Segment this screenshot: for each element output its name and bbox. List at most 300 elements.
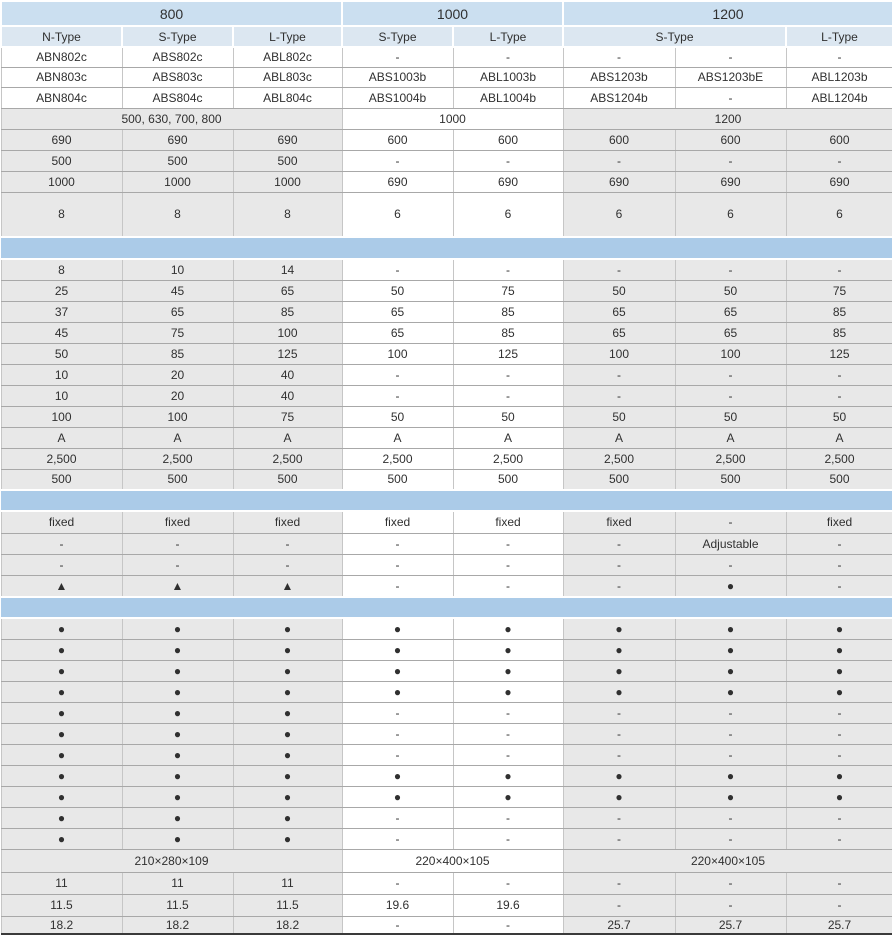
table-cell: ● xyxy=(122,723,233,744)
table-cell: ● xyxy=(675,765,786,786)
table-cell: 75 xyxy=(233,406,342,427)
table-cell: ● xyxy=(233,681,342,702)
table-cell: 85 xyxy=(786,322,892,343)
table-row xyxy=(1,406,892,427)
table-cell: - xyxy=(786,807,892,828)
table-cell: ● xyxy=(563,765,675,786)
table-cell: ● xyxy=(122,828,233,849)
table-cell: 11 xyxy=(233,872,342,894)
table-cell: 11.5 xyxy=(122,894,233,916)
table-cell: - xyxy=(675,150,786,171)
table-cell: ● xyxy=(1,744,122,765)
table-cell: - xyxy=(342,554,453,575)
table-cell: - xyxy=(342,807,453,828)
table-cell: - xyxy=(453,828,563,849)
table-row xyxy=(1,171,892,192)
table-cell: ABS804c xyxy=(122,87,233,108)
table-cell: 220×400×105 xyxy=(342,849,563,872)
table-row xyxy=(1,364,892,385)
table-cell: - xyxy=(233,554,342,575)
table-cell: fixed xyxy=(122,511,233,533)
table-cell: 690 xyxy=(675,171,786,192)
table-cell: ● xyxy=(233,828,342,849)
table-cell: ● xyxy=(1,765,122,786)
table-cell: - xyxy=(342,364,453,385)
separator-band-cell xyxy=(1,237,892,259)
table-cell: - xyxy=(675,259,786,280)
table-cell: 50 xyxy=(786,406,892,427)
table-cell: 50 xyxy=(1,343,122,364)
table-cell: ● xyxy=(675,575,786,597)
table-cell: 65 xyxy=(563,322,675,343)
table-cell: - xyxy=(563,385,675,406)
table-row xyxy=(1,872,892,894)
table-cell: ● xyxy=(342,765,453,786)
table-cell: - xyxy=(675,894,786,916)
table-cell: 45 xyxy=(122,280,233,301)
table-cell: - xyxy=(675,723,786,744)
table-row xyxy=(1,894,892,916)
separator-band xyxy=(1,597,892,618)
table-cell: 50 xyxy=(675,280,786,301)
table-cell: ABS802c xyxy=(122,47,233,67)
table-cell: Adjustable xyxy=(675,533,786,554)
table-cell: - xyxy=(786,723,892,744)
table-cell: 20 xyxy=(122,364,233,385)
table-cell: - xyxy=(453,47,563,67)
table-cell: ABL802c xyxy=(233,47,342,67)
table-cell: ABN802c xyxy=(1,47,122,67)
table-cell: ● xyxy=(1,660,122,681)
table-cell: - xyxy=(563,47,675,67)
table-cell: 500 xyxy=(342,469,453,490)
table-cell: - xyxy=(675,828,786,849)
table-cell: 18.2 xyxy=(233,916,342,934)
table-cell: 11 xyxy=(122,872,233,894)
table-cell: 690 xyxy=(453,171,563,192)
type-header-cell: L-Type xyxy=(453,26,563,47)
table-cell: 6 xyxy=(342,192,453,237)
table-cell: 18.2 xyxy=(1,916,122,934)
table-cell: 85 xyxy=(122,343,233,364)
table-cell: 100 xyxy=(1,406,122,427)
table-cell: 25 xyxy=(1,280,122,301)
table-cell: 500 xyxy=(122,469,233,490)
table-cell: ABS1203b xyxy=(563,67,675,87)
table-row xyxy=(1,618,892,639)
table-cell: 85 xyxy=(453,322,563,343)
table-cell: ABS1003b xyxy=(342,67,453,87)
table-cell: 65 xyxy=(342,301,453,322)
table-cell: ABL804c xyxy=(233,87,342,108)
table-cell: - xyxy=(342,47,453,67)
table-cell: 2,500 xyxy=(122,448,233,469)
table-cell: ● xyxy=(563,660,675,681)
group-header-cell: 1000 xyxy=(342,1,563,26)
table-cell: 600 xyxy=(786,129,892,150)
table-cell: ● xyxy=(233,639,342,660)
table-cell: ABL1003b xyxy=(453,67,563,87)
table-cell: 500 xyxy=(563,469,675,490)
table-cell: - xyxy=(453,807,563,828)
table-row xyxy=(1,744,892,765)
table-cell: ● xyxy=(122,639,233,660)
table-cell: A xyxy=(122,427,233,448)
table-row xyxy=(1,87,892,108)
table-cell: 50 xyxy=(453,406,563,427)
table-cell: - xyxy=(453,575,563,597)
table-cell: ● xyxy=(342,786,453,807)
table-cell: 100 xyxy=(563,343,675,364)
table-cell: - xyxy=(675,554,786,575)
table-cell: 85 xyxy=(233,301,342,322)
table-cell: ● xyxy=(233,660,342,681)
table-cell: 690 xyxy=(233,129,342,150)
table-cell: 500 xyxy=(233,150,342,171)
type-header-cell: N-Type xyxy=(1,26,122,47)
table-row xyxy=(1,765,892,786)
table-cell: - xyxy=(786,364,892,385)
table-cell: ABS1004b xyxy=(342,87,453,108)
table-cell: - xyxy=(453,364,563,385)
table-cell: ABS1203bE xyxy=(675,67,786,87)
table-cell: - xyxy=(786,47,892,67)
table-cell: ● xyxy=(342,618,453,639)
table-row xyxy=(1,47,892,67)
table-cell: 1000 xyxy=(342,108,563,129)
table-cell: ● xyxy=(786,639,892,660)
table-row xyxy=(1,828,892,849)
table-cell: 8 xyxy=(1,192,122,237)
table-cell: ABL1204b xyxy=(786,87,892,108)
table-cell: - xyxy=(563,828,675,849)
table-cell: 2,500 xyxy=(1,448,122,469)
table-cell: ● xyxy=(1,681,122,702)
table-cell: 1200 xyxy=(563,108,892,129)
table-cell: - xyxy=(342,916,453,934)
table-cell: A xyxy=(786,427,892,448)
table-cell: - xyxy=(786,828,892,849)
table-cell: - xyxy=(453,554,563,575)
table-row xyxy=(1,427,892,448)
table-cell: 500 xyxy=(675,469,786,490)
table-cell: 10 xyxy=(122,259,233,280)
table-cell: 690 xyxy=(122,129,233,150)
table-cell: 65 xyxy=(342,322,453,343)
table-cell: - xyxy=(675,702,786,723)
table-row xyxy=(1,575,892,597)
table-row xyxy=(1,702,892,723)
table-cell: ▲ xyxy=(122,575,233,597)
table-cell: ● xyxy=(1,807,122,828)
table-cell: 6 xyxy=(675,192,786,237)
table-cell: 25.7 xyxy=(675,916,786,934)
table-cell: - xyxy=(786,259,892,280)
table-row xyxy=(1,26,892,47)
table-cell: ● xyxy=(563,639,675,660)
table-cell: - xyxy=(122,533,233,554)
table-cell: ● xyxy=(675,681,786,702)
table-cell: - xyxy=(563,150,675,171)
table-cell: ▲ xyxy=(1,575,122,597)
table-cell: 19.6 xyxy=(342,894,453,916)
separator-band xyxy=(1,490,892,511)
table-cell: - xyxy=(563,702,675,723)
table-cell: 100 xyxy=(233,322,342,343)
table-cell: 6 xyxy=(786,192,892,237)
table-row xyxy=(1,129,892,150)
table-cell: 690 xyxy=(563,171,675,192)
table-cell: 65 xyxy=(122,301,233,322)
table-cell: A xyxy=(563,427,675,448)
table-cell: 125 xyxy=(233,343,342,364)
table-cell: - xyxy=(563,533,675,554)
table-cell: ● xyxy=(786,765,892,786)
table-cell: 500 xyxy=(453,469,563,490)
table-cell: - xyxy=(342,533,453,554)
table-row xyxy=(1,150,892,171)
table-cell: fixed xyxy=(453,511,563,533)
table-cell: ● xyxy=(122,765,233,786)
table-cell: 600 xyxy=(342,129,453,150)
table-cell: - xyxy=(453,533,563,554)
table-cell: - xyxy=(786,385,892,406)
table-cell: 6 xyxy=(453,192,563,237)
table-cell: - xyxy=(786,150,892,171)
table-cell: 210×280×109 xyxy=(1,849,342,872)
table-cell: - xyxy=(563,364,675,385)
table-cell: ABS1204b xyxy=(563,87,675,108)
table-cell: ● xyxy=(453,618,563,639)
table-cell: ● xyxy=(233,765,342,786)
table-cell: - xyxy=(675,872,786,894)
table-cell: ABN803c xyxy=(1,67,122,87)
table-cell: ● xyxy=(342,639,453,660)
table-cell: - xyxy=(453,385,563,406)
table-row xyxy=(1,723,892,744)
table-cell: ● xyxy=(122,660,233,681)
table-cell: - xyxy=(563,723,675,744)
table-cell: ● xyxy=(233,807,342,828)
table-cell: 600 xyxy=(563,129,675,150)
type-header-cell: S-Type xyxy=(563,26,786,47)
table-cell: 37 xyxy=(1,301,122,322)
table-cell: 8 xyxy=(233,192,342,237)
table-cell: 40 xyxy=(233,385,342,406)
table-cell: ● xyxy=(453,786,563,807)
table-cell: ● xyxy=(453,765,563,786)
separator-band-cell xyxy=(1,597,892,618)
table-cell: - xyxy=(563,259,675,280)
table-cell: - xyxy=(453,723,563,744)
table-row xyxy=(1,192,892,237)
table-cell: - xyxy=(342,575,453,597)
table-cell: - xyxy=(1,533,122,554)
table-cell: fixed xyxy=(342,511,453,533)
table-row xyxy=(1,259,892,280)
table-cell: A xyxy=(1,427,122,448)
table-cell: ● xyxy=(675,660,786,681)
table-cell: - xyxy=(342,872,453,894)
table-cell: ● xyxy=(675,639,786,660)
table-cell: ● xyxy=(563,681,675,702)
table-cell: ● xyxy=(122,807,233,828)
table-cell: 65 xyxy=(563,301,675,322)
table-cell: - xyxy=(233,533,342,554)
table-cell: 125 xyxy=(453,343,563,364)
table-cell: ● xyxy=(1,702,122,723)
table-cell: ● xyxy=(122,786,233,807)
table-cell: ● xyxy=(786,681,892,702)
table-cell: 85 xyxy=(453,301,563,322)
table-cell: A xyxy=(342,427,453,448)
table-cell: 10 xyxy=(1,364,122,385)
table-cell: 25.7 xyxy=(786,916,892,934)
group-header-cell: 1200 xyxy=(563,1,892,26)
table-row xyxy=(1,322,892,343)
table-cell: - xyxy=(453,916,563,934)
table-cell: 75 xyxy=(122,322,233,343)
table-cell: ● xyxy=(233,723,342,744)
table-cell: ● xyxy=(233,702,342,723)
table-row xyxy=(1,681,892,702)
table-cell: - xyxy=(786,554,892,575)
table-cell: - xyxy=(342,723,453,744)
table-cell: - xyxy=(342,744,453,765)
table-cell: ● xyxy=(233,618,342,639)
table-cell: ● xyxy=(786,660,892,681)
table-cell: 10 xyxy=(1,385,122,406)
table-cell: - xyxy=(453,150,563,171)
table-row xyxy=(1,343,892,364)
table-cell: - xyxy=(675,807,786,828)
table-cell: 690 xyxy=(342,171,453,192)
table-cell: 100 xyxy=(122,406,233,427)
table-cell: - xyxy=(675,511,786,533)
table-cell: 100 xyxy=(342,343,453,364)
table-cell: ABS803c xyxy=(122,67,233,87)
table-cell: 125 xyxy=(786,343,892,364)
table-cell: - xyxy=(453,259,563,280)
table-row xyxy=(1,67,892,87)
table-cell: - xyxy=(786,702,892,723)
table-cell: 1000 xyxy=(122,171,233,192)
table-cell: 220×400×105 xyxy=(563,849,892,872)
table-cell: 50 xyxy=(563,280,675,301)
table-cell: - xyxy=(563,872,675,894)
type-header-cell: S-Type xyxy=(342,26,453,47)
table-cell: - xyxy=(453,872,563,894)
table-cell: - xyxy=(786,872,892,894)
table-cell: - xyxy=(1,554,122,575)
table-cell: - xyxy=(342,828,453,849)
table-cell: 40 xyxy=(233,364,342,385)
table-cell: 50 xyxy=(342,280,453,301)
table-row xyxy=(1,639,892,660)
table-row xyxy=(1,533,892,554)
table-cell: 20 xyxy=(122,385,233,406)
table-cell: ● xyxy=(342,681,453,702)
table-cell: - xyxy=(342,259,453,280)
table-cell: ▲ xyxy=(233,575,342,597)
table-cell: - xyxy=(786,533,892,554)
table-cell: 690 xyxy=(786,171,892,192)
table-row xyxy=(1,301,892,322)
table-cell: - xyxy=(453,702,563,723)
table-cell: 19.6 xyxy=(453,894,563,916)
table-cell: ● xyxy=(675,618,786,639)
table-cell: ● xyxy=(342,660,453,681)
table-cell: ● xyxy=(453,660,563,681)
table-cell: - xyxy=(563,894,675,916)
table-cell: - xyxy=(675,47,786,67)
table-row xyxy=(1,385,892,406)
table-cell: ● xyxy=(563,786,675,807)
table-cell: 50 xyxy=(675,406,786,427)
table-cell: 75 xyxy=(786,280,892,301)
table-cell: - xyxy=(786,894,892,916)
table-cell: 25.7 xyxy=(563,916,675,934)
table-cell: 2,500 xyxy=(453,448,563,469)
table-cell: A xyxy=(233,427,342,448)
table-cell: - xyxy=(563,554,675,575)
table-cell: - xyxy=(563,575,675,597)
table-cell: 11.5 xyxy=(233,894,342,916)
table-cell: ● xyxy=(1,786,122,807)
table-cell: 14 xyxy=(233,259,342,280)
table-cell: - xyxy=(122,554,233,575)
table-cell: 500 xyxy=(1,469,122,490)
table-cell: 500 xyxy=(1,150,122,171)
table-cell: ABL803c xyxy=(233,67,342,87)
table-cell: 2,500 xyxy=(563,448,675,469)
table-cell: 100 xyxy=(675,343,786,364)
table-row xyxy=(1,660,892,681)
type-header-cell: S-Type xyxy=(122,26,233,47)
table-cell: - xyxy=(342,702,453,723)
table-cell: 65 xyxy=(675,322,786,343)
table-row xyxy=(1,849,892,872)
table-cell: fixed xyxy=(563,511,675,533)
table-cell: 8 xyxy=(122,192,233,237)
group-header-cell: 800 xyxy=(1,1,342,26)
table-cell: - xyxy=(786,744,892,765)
table-cell: - xyxy=(675,385,786,406)
table-cell: 690 xyxy=(1,129,122,150)
table-cell: - xyxy=(563,744,675,765)
table-cell: 2,500 xyxy=(675,448,786,469)
table-row xyxy=(1,511,892,533)
table-cell: ABL1004b xyxy=(453,87,563,108)
table-cell: ● xyxy=(1,828,122,849)
table-cell: 2,500 xyxy=(233,448,342,469)
table-cell: 500 xyxy=(786,469,892,490)
table-cell: ● xyxy=(233,744,342,765)
table-cell: 500 xyxy=(233,469,342,490)
table-cell: ● xyxy=(122,702,233,723)
table-cell: ● xyxy=(786,618,892,639)
table-row xyxy=(1,469,892,490)
type-header-cell: L-Type xyxy=(233,26,342,47)
table-cell: A xyxy=(675,427,786,448)
table-cell: 8 xyxy=(1,259,122,280)
table-cell: 45 xyxy=(1,322,122,343)
table-cell: 85 xyxy=(786,301,892,322)
table-cell: 600 xyxy=(453,129,563,150)
table-cell: 50 xyxy=(563,406,675,427)
table-cell: 11 xyxy=(1,872,122,894)
table-cell: ● xyxy=(786,786,892,807)
